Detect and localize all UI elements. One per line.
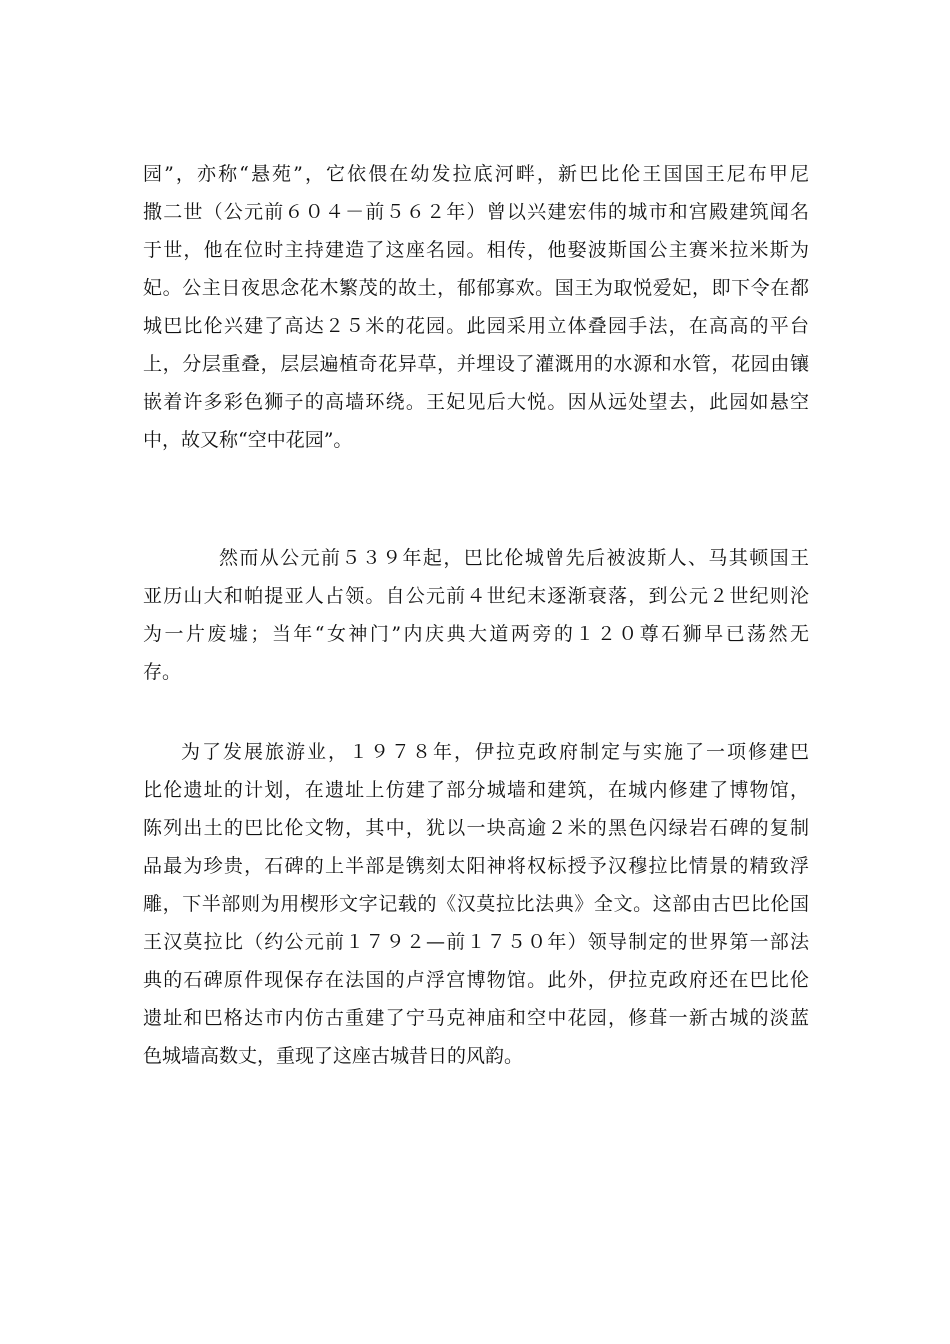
text-line: 妃。公主日夜思念花木繁茂的故土，郁郁寡欢。国王为取悦爱妃，即下令在都: [143, 277, 809, 299]
text-line: 雕，下半部则为用楔形文字记载的《汉莫拉比法典》全文。这部由古巴比伦国: [143, 893, 809, 915]
paragraph-decline: [143, 539, 809, 691]
text-line: 遗址和巴格达市内仿古重建了宁马克神庙和空中花园，修葺一新古城的淡蓝: [143, 1007, 809, 1029]
text-line: 王汉莫拉比（约公元前１７９２—前１７５０年）领导制定的世界第一部法: [143, 931, 809, 953]
text-line: 然而从公元前５３９年起，巴比伦城曾先后被波斯人、马其顿国王: [219, 547, 809, 569]
text-line: 色城墙高数丈，重现了这座古城昔日的风韵。: [143, 1045, 524, 1067]
text-line: 比伦遗址的计划，在遗址上仿建了部分城墙和建筑，在城内修建了博物馆，: [143, 779, 809, 801]
text-line: 存。: [143, 661, 182, 683]
text-line: 亚历山大和帕提亚人占领。自公元前４世纪末逐渐衰落，到公元２世纪则沦: [143, 585, 809, 607]
text-line: 典的石碑原件现保存在法国的卢浮宫博物馆。此外，伊拉克政府还在巴比伦: [143, 969, 809, 991]
text-line: 嵌着许多彩色狮子的高墙环绕。王妃见后大悦。因从远处望去，此园如悬空: [143, 391, 809, 413]
text-line: 为了发展旅游业，１９７８年，伊拉克政府制定与实施了一项修建巴: [181, 741, 809, 763]
text-line: 陈列出土的巴比伦文物，其中，犹以一块高逾２米的黑色闪绿岩石碑的复制: [143, 817, 809, 839]
text-line: 上，分层重叠，层层遍植奇花异草，并埋设了灌溉用的水源和水管，花园由镶: [143, 353, 809, 375]
text-line: 中，故又称“空中花园”。: [143, 429, 353, 451]
text-line: 为一片废墟；当年“女神门”内庆典大道两旁的１２０尊石狮早已荡然无: [143, 623, 809, 645]
text-line: 园”，亦称“悬苑”，它依偎在幼发拉底河畔，新巴比伦王国国王尼布甲尼: [143, 163, 809, 185]
paragraph-restoration: [143, 733, 809, 1075]
text-line: 撒二世（公元前６０４－前５６２年）曾以兴建宏伟的城市和宫殿建筑闻名: [143, 201, 809, 223]
text-line: 于世，他在位时主持建造了这座名园。相传，他娶波斯国公主赛米拉米斯为: [143, 239, 809, 261]
paragraph-hanging-garden: [143, 155, 809, 459]
text-line: 品最为珍贵，石碑的上半部是镌刻太阳神将权标授予汉穆拉比情景的精致浮: [143, 855, 809, 877]
text-line: 城巴比伦兴建了高达２５米的花园。此园采用立体叠园手法，在高高的平台: [143, 315, 809, 337]
